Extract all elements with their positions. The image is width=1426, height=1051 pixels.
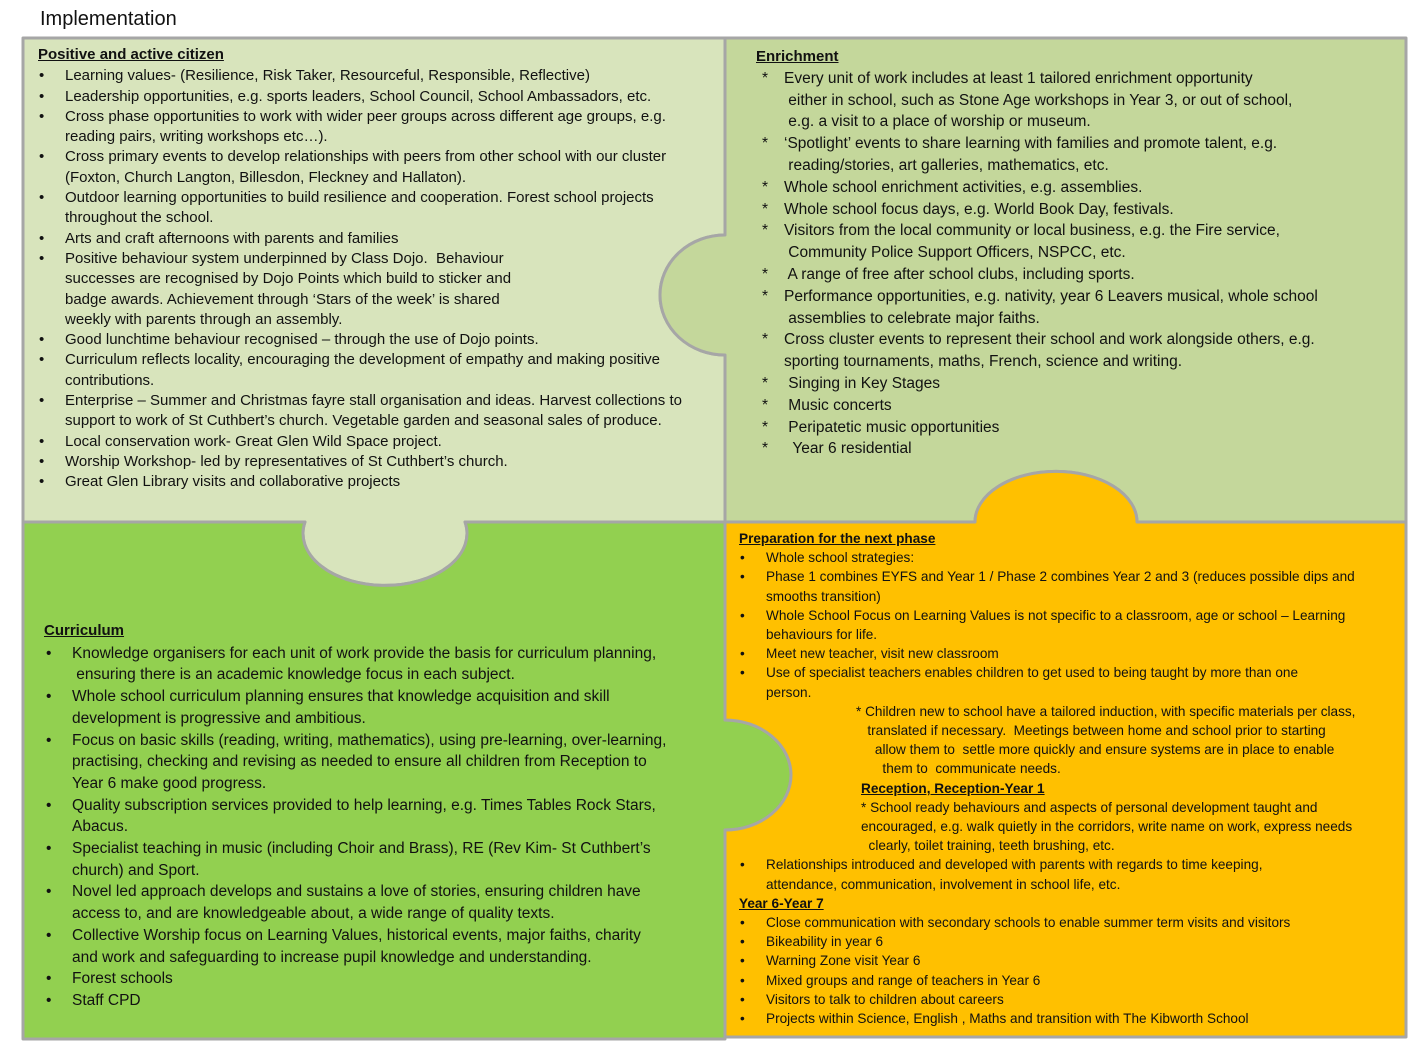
list-item (65, 432, 718, 452)
list-item-line: Year 6 residential (784, 440, 912, 458)
list-item-line: Whole school curriculum planning ensures that knowledge acquisition and skill (72, 688, 610, 706)
text-line: translated if necessary. Meetings between home and school prior to starting (856, 723, 1326, 739)
list-item (65, 350, 718, 391)
list-item-line: Specialist teaching in music (including Choir and Brass), RE (Rev Kim- St Cuthbert’s (72, 840, 651, 858)
list-item-line: Curriculum reflects locality, encouraging the development of empathy and making positive (65, 351, 661, 369)
list-item-line: Music concerts (784, 396, 892, 414)
list-item-line: smooths transition) (766, 588, 881, 604)
list-item-line: Staff CPD (72, 991, 141, 1009)
list-item-line: sporting tournaments, maths, French, science and writing. (784, 353, 1183, 371)
list-item (65, 330, 718, 350)
list-item (766, 913, 1409, 932)
year6-heading: Year 6-Year 7 (739, 895, 824, 911)
list-item-line: Year 6 make good progress. (72, 774, 267, 792)
list-item (65, 107, 718, 148)
list-item (784, 220, 1396, 264)
list-item-line: Performance opportunities, e.g. nativity, year 6 Leavers musical, whole school (784, 287, 1318, 305)
list-item (784, 438, 1396, 460)
list-item-line: Bikeability in year 6 (766, 934, 884, 950)
list-item-line: development is progressive and ambitious. (72, 709, 366, 727)
whole-school-list (766, 548, 1409, 702)
list-item (65, 66, 718, 86)
list-item (72, 838, 714, 881)
year6-list (766, 913, 1409, 1028)
list-item-line: reading/stories, art galleries, mathematics, etc. (784, 156, 1109, 174)
list-item-line: Warning Zone visit Year 6 (766, 953, 921, 969)
list-item (65, 249, 718, 330)
list-item-line: Focus on basic skills (reading, writing, mathematics), using pre-learning, over-learning, (72, 731, 667, 749)
list-item-line: Cross cluster events to represent their school and work alongside others, e.g. (784, 331, 1315, 349)
preparation-section (739, 529, 1409, 1028)
text-line: clearly, toilet training, teeth brushing, etc. (861, 838, 1115, 854)
list-item-line: Use of specialist teachers enables children to get used to being taught by more than one (766, 665, 1299, 681)
list-item-line: church) and Sport. (72, 861, 200, 879)
list-item-line: Local conservation work- Great Glen Wild Space project. (65, 432, 442, 450)
list-item (766, 855, 1409, 893)
curriculum-section (44, 620, 714, 1012)
list-item (784, 329, 1396, 373)
list-item (766, 932, 1409, 951)
list-item-line: Peripatetic music opportunities (784, 418, 1000, 436)
page-title: Implementation (40, 8, 177, 30)
list-item (766, 548, 1409, 567)
list-item-line: Close communication with secondary schools to enable summer term visits and visitors (766, 915, 1291, 931)
list-item (766, 567, 1409, 605)
list-item (72, 643, 714, 686)
list-item-line: A range of free after school clubs, including sports. (784, 265, 1135, 283)
list-item-line: Singing in Key Stages (784, 374, 940, 392)
list-item (65, 147, 718, 188)
list-item-line: Community Police Support Officers, NSPCC, etc. (784, 244, 1126, 262)
positive-citizen-list (65, 66, 718, 492)
list-item (65, 391, 718, 432)
list-item-line: Great Glen Library visits and collaborative projects (65, 473, 401, 491)
list-item (766, 606, 1409, 644)
list-item-line: Mixed groups and range of teachers in Year 6 (766, 972, 1041, 988)
list-item-line: Projects within Science, English , Maths and transition with The Kibworth School (766, 1011, 1249, 1027)
list-item (65, 188, 718, 229)
list-item-line: ensuring there is an academic knowledge focus in each subject. (72, 666, 515, 684)
list-item (766, 971, 1409, 990)
list-item-line: Knowledge organisers for each unit of work provide the basis for curriculum planning, (72, 644, 657, 662)
curriculum-list (72, 643, 714, 1012)
list-item-line: Abacus. (72, 818, 129, 836)
list-item-line: assemblies to celebrate major faiths. (784, 309, 1040, 327)
list-item-line: Whole school strategies: (766, 550, 915, 566)
list-item (784, 417, 1396, 439)
list-item-line: Collective Worship focus on Learning Values, historical events, major faiths, charity (72, 926, 641, 944)
list-item-line: Forest schools (72, 970, 173, 988)
text-line: * School ready behaviours and aspects of personal development taught and (861, 799, 1318, 815)
list-item-line: access to, and are knowledgeable about, a wide range of quality texts. (72, 905, 555, 923)
list-item (65, 229, 718, 249)
list-item (766, 990, 1409, 1009)
list-item-line: Learning values- (Resilience, Risk Taker, Resourceful, Responsible, Reflective) (65, 67, 590, 85)
list-item (784, 133, 1396, 177)
list-item-line: Positive behaviour system underpinned by Class Dojo. Behaviour (65, 249, 504, 267)
list-item-line: behaviours for life. (766, 627, 878, 643)
list-item-line: ‘Spotlight’ events to share learning with families and promote talent, e.g. (784, 135, 1278, 153)
list-item (65, 472, 718, 492)
list-item (72, 795, 714, 838)
text-line: allow them to settle more quickly and ensure systems are in place to enable (856, 742, 1335, 758)
list-item (784, 199, 1396, 221)
list-item (766, 663, 1409, 701)
list-item (72, 990, 714, 1012)
list-item (784, 264, 1396, 286)
list-item-line: Worship Workshop- led by representatives of St Cuthbert’s church. (65, 452, 508, 470)
enrichment-section (756, 46, 1396, 460)
enrichment-heading: Enrichment (756, 48, 839, 65)
list-item (784, 286, 1396, 330)
list-item-line: Cross phase opportunities to work with wider peer groups across different age groups, e.g. (65, 107, 666, 125)
enrichment-list (784, 68, 1396, 460)
reception-heading: Reception, Reception-Year 1 (861, 780, 1045, 796)
preparation-heading: Preparation for the next phase (739, 531, 936, 546)
list-item (65, 87, 718, 107)
list-item-line: Cross primary events to develop relationships with peers from other school with our cluster (65, 148, 667, 166)
list-item (65, 452, 718, 472)
list-item-line: reading pairs, writing workshops etc…). (65, 128, 328, 146)
list-item-line: attendance, communication, involvement in school life, etc. (766, 876, 1121, 892)
positive-citizen-heading: Positive and active citizen (38, 46, 224, 63)
list-item-line: either in school, such as Stone Age workshops in Year 3, or out of school, (784, 91, 1293, 109)
list-item (72, 925, 714, 968)
list-item (784, 395, 1396, 417)
list-item-line: weekly with parents through an assembly. (65, 310, 343, 328)
text-line: them to communicate needs. (856, 761, 1061, 777)
list-item (766, 644, 1409, 663)
list-item-line: person. (766, 684, 812, 700)
text-line: encouraged, e.g. walk quietly in the corridors, write name on work, express needs (861, 819, 1353, 835)
list-item (766, 1009, 1409, 1028)
list-item-line: Outdoor learning opportunities to build resilience and cooperation. Forest school projects (65, 189, 654, 207)
list-item-line: e.g. a visit to a place of worship or museum. (784, 113, 1091, 131)
reception-note (861, 798, 1409, 856)
list-item-line: Visitors to talk to children about careers (766, 991, 1004, 1007)
relationships-list (766, 855, 1409, 893)
list-item (72, 730, 714, 795)
list-item-line: badge awards. Achievement through ‘Stars of the week’ is shared (65, 290, 500, 308)
list-item (72, 686, 714, 729)
list-item-line: Arts and craft afternoons with parents and families (65, 229, 399, 247)
list-item-line: successes are recognised by Dojo Points which build to sticker and (65, 270, 512, 288)
list-item-line: Quality subscription services provided to help learning, e.g. Times Tables Rock Stars, (72, 796, 656, 814)
list-item-line: Enterprise – Summer and Christmas fayre stall organisation and ideas. Harvest collections to (65, 392, 682, 410)
list-item-line: (Foxton, Church Langton, Billesdon, Fleckney and Hallaton). (65, 168, 467, 186)
text-line: * Children new to school have a tailored induction, with specific materials per class, (856, 703, 1356, 719)
list-item-line: Relationships introduced and developed with parents with regards to time keeping, (766, 857, 1263, 873)
positive-citizen-section (38, 45, 718, 493)
induction-note (856, 702, 1409, 779)
list-item (784, 68, 1396, 133)
list-item (72, 881, 714, 924)
list-item-line: Whole school enrichment activities, e.g. assemblies. (784, 178, 1143, 196)
list-item-line: Whole school focus days, e.g. World Book Day, festivals. (784, 200, 1174, 218)
list-item (72, 968, 714, 990)
list-item (784, 373, 1396, 395)
list-item-line: Whole School Focus on Learning Values is not specific to a classroom, age or school – Learning (766, 607, 1346, 623)
list-item-line: Meet new teacher, visit new classroom (766, 646, 999, 662)
list-item (766, 951, 1409, 970)
list-item-line: throughout the school. (65, 209, 214, 227)
list-item-line: Novel led approach develops and sustains a love of stories, ensuring children have (72, 883, 641, 901)
list-item-line: practising, checking and revising as needed to ensure all children from Reception to (72, 753, 647, 771)
list-item-line: Every unit of work includes at least 1 tailored enrichment opportunity (784, 69, 1253, 87)
list-item-line: Visitors from the local community or local business, e.g. the Fire service, (784, 222, 1280, 240)
list-item-line: support to work of St Cuthbert’s church. Vegetable garden and seasonal sales of produce. (65, 412, 662, 430)
list-item-line: Good lunchtime behaviour recognised – through the use of Dojo points. (65, 331, 539, 349)
curriculum-heading: Curriculum (44, 622, 125, 639)
list-item (784, 177, 1396, 199)
list-item-line: Leadership opportunities, e.g. sports leaders, School Council, School Ambassadors, etc. (65, 87, 652, 105)
list-item-line: and work and safeguarding to increase pupil knowledge and understanding. (72, 948, 592, 966)
list-item-line: Phase 1 combines EYFS and Year 1 / Phase 2 combines Year 2 and 3 (reduces possible dips and (766, 569, 1355, 585)
list-item-line: contributions. (65, 371, 155, 389)
